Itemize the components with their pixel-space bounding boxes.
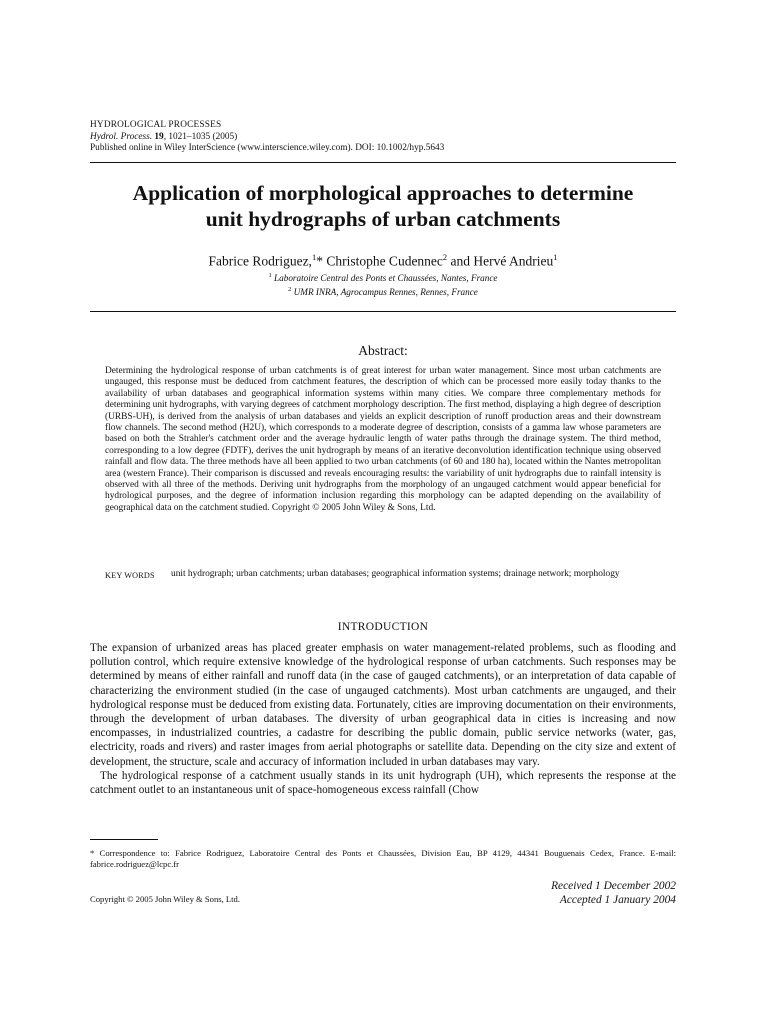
author-1: Fabrice Rodriguez, (208, 253, 312, 269)
article-title (90, 180, 676, 232)
corresponding-mark: * (316, 253, 323, 269)
affiliation-1 (90, 270, 676, 284)
affiliation-1-text: Laboratoire Central des Ponts et Chaussées, Nantes, France (274, 273, 498, 284)
affiliation-2-text: UMR INRA, Agrocampus Rennes, Rennes, France (293, 287, 478, 298)
keywords (105, 569, 661, 581)
affiliation-2-number: 2 (288, 286, 292, 294)
abstract-heading: Abstract: (358, 343, 408, 358)
intro-paragraph-2: The hydrological response of a catchment usually stands in its unit hydrograph (UH), which represents the response at the catchment outlet to an instantaneous unit of space-homogeneous excess rainfall (Chow (90, 769, 676, 797)
abstract-text: Determining the hydrological response of urban catchments is of great interest for urban water management. Since most urban catchments are ungauged, this response must be deduced from catchment features, the description of which can be processed more easily today thanks to the availability of urban databases and geographical information systems within many cities. We compare three complementary methods for determining unit hydrographs, with varying degrees of catchment morphology description. The first method, displaying a high degree of description (URBS-UH), is derived from the analysis of urban databases and yields an explicit description of runoff production areas and their downstream flow channels. The second method (H2U), which corresponds to a moderate degree of description, consists of a gamma law whose parameters are based on both the Strahler's catchment order and the average hydraulic length of water paths through the drainage system. The third method, corresponding to a low degree (FDTF), derives the unit hydrograph by means of an iterative deconvolution identification technique using observed rainfall and flow data. The three methods have all been applied to two urban catchments (of 60 and 180 ha), located within the Nantes metropolitan area (western France). Their comparison is discussed and reveals encouraging results: the variability of unit hydrographs due to rainfall intensity is observed with all three of the methods. Deriving unit hydrographs from the morphology of an ungauged catchment would appear beneficial for hydrological purposes, and the degree of information inclusion regarding this morphology can be adapted depending on the availability of geographical data on the catchment studied. Copyright © 2005 John Wiley & Sons, Ltd. (105, 366, 661, 513)
affiliation-1-number: 1 (268, 272, 272, 279)
accepted-date: Accepted 1 January 2004 (559, 894, 676, 906)
volume: 19 (154, 131, 164, 142)
received-date: Received 1 December 2002 (551, 880, 676, 892)
journal-name: HYDROLOGICAL PROCESSES (90, 120, 222, 130)
pages-year: , 1021–1035 (2005) (163, 131, 238, 142)
author-3-affil: 1 (553, 252, 558, 262)
published-line: Published online in Wiley InterScience (www.interscience.wiley.com). DOI: 10.1002/hyp.5643 (90, 143, 445, 153)
abstract-rule (90, 311, 676, 312)
author-list (90, 249, 676, 270)
article-page (90, 0, 676, 1024)
introduction-heading: INTRODUCTION (337, 621, 429, 633)
author-1-affil: 1 (311, 252, 317, 262)
submission-dates (551, 879, 676, 907)
copyright-notice: Copyright © 2005 John Wiley & Sons, Ltd. (90, 894, 240, 904)
correspondence-footnote: * Correspondence to: Fabrice Rodriguez, Laboratoire Central des Ponts et Chaussées, Division Eau, BP 4129, 44341 Bouguenais Cedex, France. E-mail: fabrice.rodriguez@lcpc.fr (90, 848, 676, 869)
keywords-label: KEY WORDS (105, 571, 155, 580)
affiliations (90, 270, 676, 298)
author-3: and Hervé Andrieu (447, 253, 554, 269)
citation-line (90, 132, 676, 144)
header-rule (90, 162, 676, 163)
title-line-1: Application of morphological approaches to determine (132, 181, 634, 205)
author-2: Christophe Cudennec (322, 253, 443, 269)
journal-header (90, 120, 676, 155)
title-line-2: unit hydrographs of urban catchments (205, 207, 561, 231)
keywords-text: unit hydrograph; urban catchments; urban databases; geographical information systems; drainage network; morphology (171, 569, 620, 579)
author-2-affil: 2 (442, 252, 448, 262)
footnote-rule (90, 839, 158, 840)
journal-abbrev: Hydrol. Process. (90, 131, 153, 142)
affiliation-2 (90, 284, 676, 298)
introduction-body (90, 641, 676, 797)
intro-paragraph-1: The expansion of urbanized areas has placed greater emphasis on water management-related problems, such as flooding and pollution control, which require extensive knowledge of the hydrological response of urban catchments. Such responses may be determined by means of either rainfall and runoff data (in the case of gauged catchments), or an interpretation of data capable of characterizing the environment studied (in the case of ungauged catchments). Most urban catchments are ungauged, and their hydrological response must be deduced from existing data. Fortunately, cities are improving documentation on their environments, through the development of urban databases. The diversity of urban geographical data in cities is increasing and now encompasses, in industrialized countries, a cadastre for describing the public domain, public service networks (water, gas, electricity, roads and rivers) and raster images from aerial photographs or satellite data. Depending on the city size and extent of development, the structure, scale and accuracy of information included in urban databases may vary. (90, 642, 676, 768)
